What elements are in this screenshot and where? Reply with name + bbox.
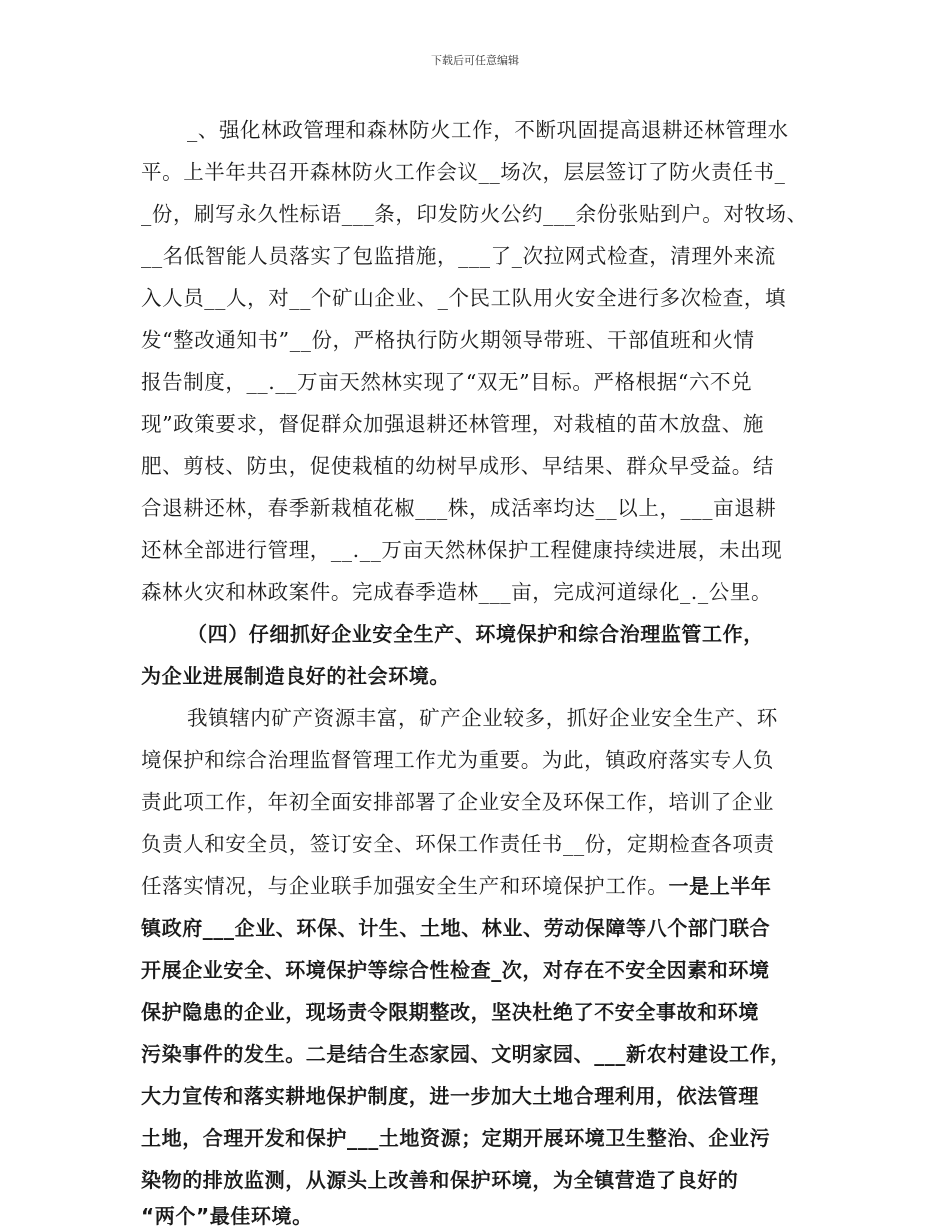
bold-text-line: 污染事件的发生。二是结合生态家园、文明家园、___新农村建设工作， (141, 1042, 791, 1066)
text-line: 还林全部进行管理，__.__万亩天然林保护工程健康持续进展，未出现 (141, 538, 783, 562)
bold-text-line: 开展企业安全、环境保护等综合性检查_次，对存在不安全因素和环境 (141, 958, 770, 982)
text-line: 合退耕还林，春季新栽植花椒___株，成活率均达__以上，___亩退耕 (141, 496, 777, 520)
text-line: 境保护和综合治理监督管理工作尤为重要。为此，镇政府落实专人负 (141, 748, 774, 772)
heading-line: （四）仔细抓好企业安全生产、环境保护和综合治理监管工作， (187, 622, 764, 646)
bold-text-line: 染物的排放监测，从源头上改善和保护环境，为全镇营造了良好的 (141, 1168, 739, 1192)
bold-text-line: 保护隐患的企业，现场责令限期整改，坚决杜绝了不安全事故和环境 (141, 1000, 759, 1024)
text-line: 负责人和安全员，签订安全、环保工作责任书__份，定期检查各项责 (141, 832, 775, 856)
text-line: 森林火灾和林政案件。完成春季造林___亩，完成河道绿化_._公里。 (141, 580, 773, 604)
heading-line: 为企业进展制造良好的社会环境。 (141, 664, 450, 688)
text-line: 责此项工作，年初全面安排部署了企业安全及环保工作，培训了企业 (141, 790, 774, 814)
text-line: _份，刷写永久性标语___条，印发防火公约___余份张贴到户。对牧场、 (141, 202, 808, 226)
text-line: 我镇辖内矿产资源丰富，矿产企业较多，抓好企业安全生产、环 (187, 706, 778, 730)
text-line: 入人员__人，对__个矿山企业、_个民工队用火安全进行多次检查，填 (141, 286, 787, 310)
text-line: __名低智能人员落实了包监措施，___了_次拉网式检查，清理外来流 (141, 244, 776, 268)
bold-text-line: “两个”最佳环境。 (141, 1204, 313, 1228)
bold-text-segment: 一是上半年 (668, 874, 772, 898)
page-header: 下载后可任意编辑 (431, 54, 519, 67)
mixed-text-line (141, 876, 772, 897)
bold-text-line: 大力宣传和落实耕地保护制度，进一步加大土地合理利用，依法管理 (141, 1084, 759, 1108)
text-line: 肥、剪枝、防虫，促使栽植的幼树早成形、早结果、群众早受益。结 (141, 454, 774, 478)
text-line: 发“整改通知书”__份，严格执行防火期领导带班、干部值班和火情 (141, 328, 755, 352)
text-line: 现”政策要求，督促群众加强退耕还林管理，对栽植的苗木放盘、施 (141, 412, 764, 436)
bold-text-line: 土地，合理开发和保护___土地资源；定期开展环境卫生整治、企业污 (141, 1126, 771, 1150)
text-line: 平。上半年共召开森林防火工作会议__场次，层层签订了防火责任书_ (141, 160, 786, 184)
bold-text-line: 镇政府___企业、环保、计生、土地、林业、劳动保障等八个部门联合 (141, 916, 771, 940)
text-line: 报告制度，__.__万亩天然林实现了“双无”目标。严格根据“六不兑 (141, 370, 753, 394)
text-segment: 任落实情况，与企业联手加强安全生产和环境保护工作。 (141, 874, 669, 898)
text-line: _、强化林政管理和森林防火工作，不断巩固提高退耕还林管理水 (187, 118, 789, 142)
